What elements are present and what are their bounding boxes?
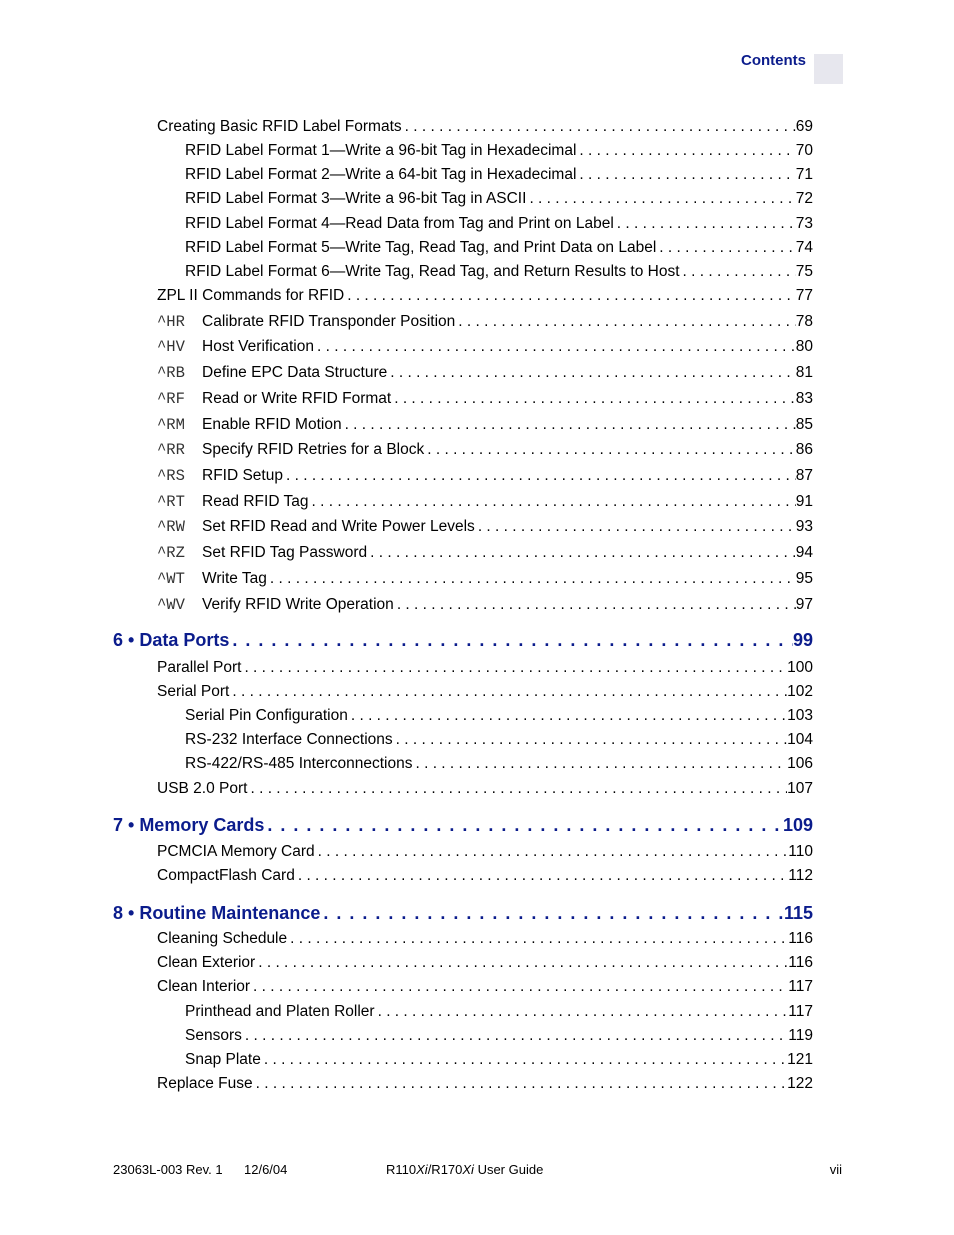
toc-entry-title: Clean Interior — [157, 978, 251, 995]
toc-dot-leader — [315, 843, 789, 861]
toc-entry-title: Cleaning Schedule — [157, 930, 288, 947]
toc-dot-leader — [680, 263, 796, 281]
toc-entry-title: Creating Basic RFID Label Formats — [157, 118, 402, 135]
toc-page-number: 77 — [795, 287, 813, 304]
header-section-title: Contents — [741, 52, 806, 69]
toc-entry[interactable] — [157, 843, 813, 861]
toc-dot-leader — [391, 390, 796, 408]
toc-entry-title: Set RFID Read and Write Power Levels — [202, 518, 475, 535]
toc-page-number: 103 — [787, 707, 813, 724]
toc-dot-leader — [576, 166, 795, 184]
toc-dot-leader — [367, 544, 796, 562]
toc-entry-title: Host Verification — [202, 338, 314, 355]
toc-entry-title: RFID Label Format 5—Write Tag, Read Tag, and Print Data on Label — [185, 239, 657, 256]
toc-entry-title: Enable RFID Motion — [202, 416, 342, 433]
toc-page-number: 97 — [795, 596, 813, 613]
toc-dot-leader — [241, 659, 787, 677]
toc-entry-title: CompactFlash Card — [157, 867, 295, 884]
footer-doc-number: 23063L-003 Rev. 1 — [113, 1162, 223, 1177]
toc-dot-leader — [261, 1051, 787, 1069]
toc-dot-leader — [283, 467, 796, 485]
toc-entry[interactable] — [185, 1003, 813, 1021]
toc-dot-leader — [229, 683, 787, 701]
toc-page-number: 87 — [795, 467, 813, 484]
toc-page-number: 69 — [795, 118, 813, 135]
toc-entry[interactable] — [157, 287, 813, 305]
toc-entry[interactable] — [185, 142, 813, 160]
toc-entry[interactable] — [157, 493, 813, 511]
toc-entry-title: RFID Label Format 3—Write a 96-bit Tag in ASCII — [185, 190, 527, 207]
toc-command-code: ^RR — [157, 441, 185, 459]
toc-entry[interactable] — [185, 263, 813, 281]
toc-page-number: 107 — [787, 780, 813, 797]
toc-page-number: 112 — [788, 867, 813, 884]
toc-entry-title: RS-232 Interface Connections — [185, 731, 393, 748]
toc-page-number: 100 — [787, 659, 813, 676]
toc-chapter-entry[interactable] — [113, 630, 813, 651]
toc-entry-title: Snap Plate — [185, 1051, 261, 1068]
toc-page-number: 80 — [795, 338, 813, 355]
toc-command-code: ^RW — [157, 518, 185, 536]
toc-entry-title: Verify RFID Write Operation — [202, 596, 394, 613]
toc-entry[interactable] — [157, 659, 813, 677]
toc-entry-title: Set RFID Tag Password — [202, 544, 368, 561]
toc-page-number: 70 — [795, 142, 813, 159]
toc-entry[interactable] — [157, 780, 813, 798]
toc-entry[interactable] — [157, 867, 813, 885]
toc-entry-title: RFID Label Format 2—Write a 64-bit Tag in Hexadecimal — [185, 166, 577, 183]
toc-dot-leader — [229, 630, 793, 651]
toc-entry[interactable] — [185, 239, 813, 257]
toc-dot-leader — [526, 190, 795, 208]
toc-dot-leader — [475, 518, 796, 536]
toc-entry[interactable] — [157, 467, 813, 485]
toc-dot-leader — [393, 731, 787, 749]
toc-entry[interactable] — [185, 755, 813, 773]
toc-entry-title: PCMCIA Memory Card — [157, 843, 315, 860]
toc-dot-leader — [424, 441, 796, 459]
toc-page-number: 121 — [787, 1051, 813, 1068]
toc-entry-title: Serial Pin Configuration — [185, 707, 348, 724]
toc-entry-title: Define EPC Data Structure — [202, 364, 388, 381]
toc-page-number: 73 — [795, 215, 813, 232]
toc-page-number: 115 — [783, 903, 813, 923]
toc-dot-leader — [656, 239, 795, 257]
toc-dot-leader — [455, 313, 795, 331]
toc-entry[interactable] — [157, 683, 813, 701]
toc-entry[interactable] — [157, 930, 813, 948]
footer-date: 12/6/04 — [244, 1162, 288, 1177]
toc-entry-title: Calibrate RFID Transponder Position — [202, 313, 456, 330]
toc-dot-leader — [267, 570, 796, 588]
toc-entry[interactable] — [157, 118, 813, 136]
toc-page-number: 122 — [787, 1075, 813, 1092]
toc-entry-title: Read or Write RFID Format — [202, 390, 392, 407]
toc-entry-title: RS-422/RS-485 Interconnections — [185, 755, 413, 772]
toc-entry-title: Read RFID Tag — [202, 493, 309, 510]
toc-page-number: 93 — [795, 518, 813, 535]
toc-page-number: 116 — [788, 954, 813, 971]
toc-entry-title: Parallel Port — [157, 659, 242, 676]
toc-entry-title: Serial Port — [157, 683, 230, 700]
footer-page-number: vii — [829, 1162, 842, 1177]
toc-dot-leader — [320, 903, 784, 924]
toc-page-number: 81 — [795, 364, 813, 381]
toc-dot-leader — [348, 707, 787, 725]
toc-dot-leader — [287, 930, 788, 948]
toc-page-number: 78 — [795, 313, 813, 330]
toc-command-code: ^WT — [157, 570, 185, 588]
toc-chapter-entry[interactable] — [113, 903, 813, 924]
toc-entry[interactable] — [185, 1027, 813, 1045]
toc-entry-title: RFID Label Format 4—Read Data from Tag and Print on Label — [185, 215, 614, 232]
toc-dot-leader — [242, 1027, 788, 1045]
toc-page-number: 109 — [782, 815, 813, 835]
toc-page-number: 94 — [795, 544, 813, 561]
toc-entry[interactable] — [157, 441, 813, 459]
toc-entry[interactable] — [157, 954, 813, 972]
toc-dot-leader — [375, 1003, 789, 1021]
toc-page-number: 85 — [795, 416, 813, 433]
toc-command-code: ^RM — [157, 416, 185, 434]
toc-page-number: 117 — [788, 1003, 813, 1020]
toc-entry-title: 7 • Memory Cards — [113, 815, 265, 835]
toc-entry[interactable] — [157, 338, 813, 356]
toc-entry[interactable] — [185, 707, 813, 725]
toc-entry-title: Sensors — [185, 1027, 242, 1044]
toc-dot-leader — [253, 1075, 787, 1093]
toc-entry[interactable] — [157, 596, 813, 614]
header-tab-marker — [814, 54, 843, 84]
toc-entry[interactable] — [157, 544, 813, 562]
toc-dot-leader — [614, 215, 796, 233]
toc-page-number: 110 — [788, 843, 813, 860]
toc-command-code: ^HR — [157, 313, 185, 331]
toc-entry[interactable] — [185, 166, 813, 184]
toc-dot-leader — [342, 416, 796, 434]
toc-dot-leader — [255, 954, 788, 972]
toc-dot-leader — [394, 596, 796, 614]
toc-entry-title: Replace Fuse — [157, 1075, 253, 1092]
toc-entry[interactable] — [157, 978, 813, 996]
toc-entry-title: Printhead and Platen Roller — [185, 1003, 375, 1020]
toc-dot-leader — [402, 118, 796, 136]
toc-dot-leader — [247, 780, 787, 798]
toc-entry-title: RFID Label Format 1—Write a 96-bit Tag in Hexadecimal — [185, 142, 577, 159]
toc-entry[interactable] — [157, 570, 813, 588]
footer-guide-title: R110Xi/R170Xi User Guide — [386, 1162, 544, 1177]
toc-entry[interactable] — [157, 518, 813, 536]
toc-entry-title: Specify RFID Retries for a Block — [202, 441, 425, 458]
toc-entry[interactable] — [185, 215, 813, 233]
toc-page-number: 116 — [788, 930, 813, 947]
toc-entry[interactable] — [157, 416, 813, 434]
toc-page-number: 71 — [795, 166, 813, 183]
toc-page-number: 104 — [787, 731, 813, 748]
toc-dot-leader — [387, 364, 796, 382]
toc-command-code: ^RF — [157, 390, 185, 408]
toc-command-code: ^WV — [157, 596, 185, 614]
toc-entry[interactable] — [157, 364, 813, 382]
toc-page-number: 83 — [795, 390, 813, 407]
toc-dot-leader — [314, 338, 796, 356]
toc-page-number: 86 — [795, 441, 813, 458]
toc-dot-leader — [264, 815, 783, 836]
toc-entry-title: 6 • Data Ports — [113, 630, 230, 650]
toc-entry[interactable] — [157, 1075, 813, 1093]
toc-entry-title: Write Tag — [202, 570, 267, 587]
toc-dot-leader — [576, 142, 795, 160]
toc-page-number: 74 — [795, 239, 813, 256]
toc-entry-title: USB 2.0 Port — [157, 780, 248, 797]
toc-entry-title: RFID Setup — [202, 467, 283, 484]
toc-page-number: 72 — [795, 190, 813, 207]
toc-page-number: 75 — [795, 263, 813, 280]
toc-chapter-entry[interactable] — [113, 815, 813, 836]
toc-page-number: 106 — [787, 755, 813, 772]
toc-entry[interactable] — [185, 190, 813, 208]
toc-dot-leader — [309, 493, 796, 511]
toc-command-code: ^HV — [157, 338, 185, 356]
toc-page-number: 117 — [788, 978, 813, 995]
toc-entry[interactable] — [157, 313, 813, 331]
toc-dot-leader — [295, 867, 788, 885]
toc-entry-title: 8 • Routine Maintenance — [113, 903, 321, 923]
toc-entry-title: Clean Exterior — [157, 954, 256, 971]
toc-dot-leader — [344, 287, 796, 305]
toc-entry-title: RFID Label Format 6—Write Tag, Read Tag, and Return Results to Host — [185, 263, 680, 280]
toc-command-code: ^RB — [157, 364, 185, 382]
toc-command-code: ^RZ — [157, 544, 185, 562]
toc-command-code: ^RS — [157, 467, 185, 485]
toc-page-number: 119 — [788, 1027, 813, 1044]
toc-page-number: 99 — [792, 630, 813, 650]
toc-page-number: 91 — [795, 493, 813, 510]
toc-dot-leader — [412, 755, 787, 773]
toc-entry[interactable] — [185, 731, 813, 749]
toc-page-number: 102 — [787, 683, 813, 700]
toc-entry[interactable] — [157, 390, 813, 408]
toc-page-number: 95 — [795, 570, 813, 587]
toc-entry-title: ZPL II Commands for RFID — [157, 287, 345, 304]
toc-dot-leader — [250, 978, 788, 996]
toc-command-code: ^RT — [157, 493, 185, 511]
toc-entry[interactable] — [185, 1051, 813, 1069]
